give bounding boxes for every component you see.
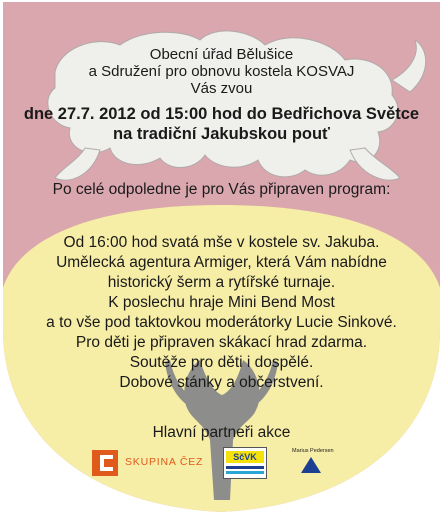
marius-pedersen-logo-label: Marius Pedersen — [292, 448, 334, 454]
sail-icon — [301, 457, 321, 473]
program-item: K poslechu hraje Mini Bend Most — [108, 294, 335, 311]
scvk-logo — [223, 447, 267, 479]
program-intro: Po celé odpoledne je pro Vás připraven program: — [52, 181, 391, 198]
program-item: Umělecká agentura Armiger, která Vám nabídne — [56, 254, 387, 271]
scvk-logo-label: SčVK — [226, 451, 264, 463]
cez-logo-label: SKUPINA ČEZ — [125, 456, 204, 468]
program-item: a to vše pod taktovkou moderátorky Lucie Sinkové. — [46, 314, 397, 331]
organizer-line-2: a Sdružení pro obnovu kostela KOSVAJ — [88, 63, 355, 80]
program-item: Od 16:00 hod svatá mše v kostele sv. Jakuba. — [63, 234, 380, 251]
program-item: historický šerm a rytířské turnaje. — [107, 274, 336, 291]
organizer-line-1: Obecní úřad Bělušice — [149, 46, 294, 63]
program-item: Pro děti je připraven skákací hrad zdarma. — [75, 334, 368, 351]
scvk-logo-stripe — [226, 466, 264, 469]
program-item: Soutěže pro děti i dospělé. — [129, 354, 314, 371]
cez-logo-icon — [92, 450, 118, 476]
scvk-logo-stripe — [226, 471, 264, 474]
program-item: Dobové stánky a občerstvení. — [119, 374, 324, 391]
event-name-line: na tradiční Jakubskou pouť — [113, 125, 330, 143]
invite-line: Vás zvou — [190, 80, 253, 97]
partners-heading: Hlavní partneři akce — [152, 424, 291, 441]
marius-pedersen-logo — [292, 448, 334, 476]
event-date-line: dne 27.7. 2012 od 15:00 hod do Bedřichova Světce — [23, 105, 420, 123]
